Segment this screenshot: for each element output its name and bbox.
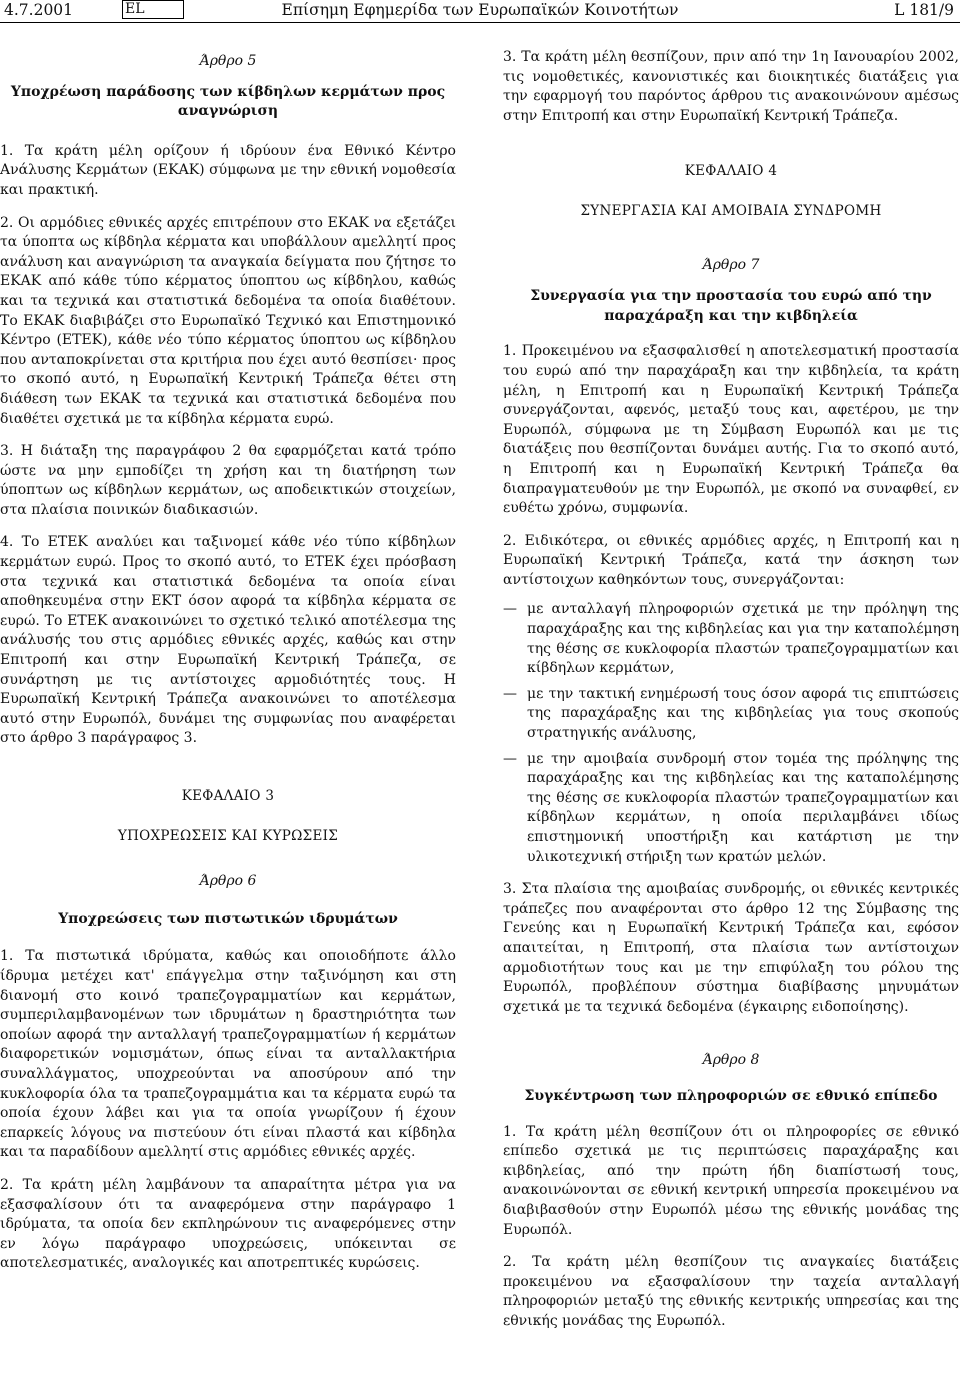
dash-bullet: — [503,601,517,618]
chapter-3-title: ΥΠΟΧΡΕΩΣΕΙΣ ΚΑΙ ΚΥΡΩΣΕΙΣ [117,827,339,844]
journal-title: Επίσημη Εφημερίδα των Ευρωπαϊκών Κοινοτήτων [281,1,679,19]
language-code: EL [122,0,184,19]
article-5-heading: Άρθρο 5 [199,53,257,69]
article-5-paragraph-2: 2. Οι αρμόδιες εθνικές αρχές επιτρέπουν στο ΕΚΑΚ να εξετάζει τα ύποπτα ως κίβδηλα κέρματα και υποβάλλουν αμελλητί προς ανάλυση και αναγνώριση τα αναγκαία δείγματα που ζήτησε το ΕΚΑΚ από κάθε τύπο κέρματος ύποπτου ως κίβδηλου, καθώς και τα τεχνικά και στατιστικά δεδομένα τα οποία διαθέτουν. Το ΕΚΑΚ διαβιβάζει στο Ευρωπαϊκό Τεχνικό και Επιστημονικό Κέντρο (ΕΤΕΚ), κάθε νέο τύπο κέρματος ύποπτου ως κίβδηλου που ανταποκρίνεται στα κριτήρια που έχει αυτό θεσπίσει· προς το σκοπό αυτό, η Ευρωπαϊκή Κεντρική Τράπεζα θέτει στη διάθεση των ΕΚΑΚ τα τεχνικά και στατιστικά δεδομένα που διαθέτει σχετικά με τα κίβδηλα κέρματα ευρώ. [0,214,456,427]
article-5-paragraph-1: 1. Τα κράτη μέλη ορίζουν ή ιδρύουν ένα Εθνικό Κέντρο Ανάλυσης Κερμάτων (ΕΚΑΚ) σύμφωνα με την εθνική νομοθεσία και πρακτική. [0,142,456,198]
article-6-paragraph-3: 3. Τα κράτη μέλη θεσπίζουν, πριν από την 1η Ιανουαρίου 2002, τις νομοθετικές, κανονιστικές και διοικητικές διατάξεις για την εφαρμογή του παρόντος άρθρου τις ανακοινώνουν αμέσως στην Επιτροπή και στην Ευρωπαϊκή Κεντρική Τράπεζα. [503,49,959,124]
list-item [503,685,959,744]
list-item-text: με την αμοιβαία συνδρομή στον τομέα της πρόληψης της παραχάραξης και της κιβδηλείας και της καταπολέμησης της θέσης σε κυκλοφορία πλαστών τραπεζογραμματίων και κίβδηλων κερμάτων, η οποία περιλαμβάνει ιδίως επιστημονική υποστήριξη και κατάρτιση με την υλικοτεχνική στήριξη των κρατών μελών. [527,750,959,865]
article-8-heading: Άρθρο 8 [702,1052,760,1069]
publication-date: 4.7.2001 [4,1,74,19]
list-item [503,600,959,678]
cooperation-list [503,600,959,867]
article-5-paragraph-3: 3. Η διάταξη της παραγράφου 2 θα εφαρμόζεται κατά τρόπο ώστε να μην εμποδίζει τη χρήση και τη διατήρηση των ύποπτων ως κίβδηλων κερμάτων, ως αποδεικτικών στοιχείων, στα πλαίσια ποινικών διαδικασιών. [0,443,456,518]
article-8-title: Συγκέντρωση των πληροφοριών σε εθνικό επίπεδο [524,1087,938,1104]
article-6-title: Υποχρεώσεις των πιστωτικών ιδρυμάτων [58,910,398,927]
article-7-paragraph-1: 1. Προκειμένου να εξασφαλισθεί η αποτελεσματική προστασία του ευρώ από την παραχάραξη και την κιβδηλεία, τα κράτη μέλη, η Επιτροπή και η Ευρωπαϊκή Κεντρική Τράπεζα συνεργάζονται, αφενός, μεταξύ τους και, αφετέρου, με την Ευρωπόλ, σύμφωνα με τη Σύμβαση Ευρωπόλ και με τις διατάξεις που θεσπίζονται δυνάμει αυτής. Για το σκοπό αυτό, η Επιτροπή και η Ευρωπαϊκή Κεντρική Τράπεζα θα διαπραγματευθούν με την Ευρωπόλ, με σκοπό να συναφθεί, εν ευθέτω χρόνω, συμφωνία. [503,343,959,517]
list-item-text: με την τακτική ενημέρωσή τους όσον αφορά τις επιπτώσεις της παραχάραξης και της κιβδηλείας για τους σκοπούς στρατηγικής ανάλυσης, [527,685,959,742]
page-header [0,0,960,23]
article-5-title: Υποχρέωση παράδοσης των κίβδηλων κερμάτων προς αναγνώριση [10,83,446,120]
chapter-4-title: ΣΥΝΕΡΓΑΣΙΑ ΚΑΙ ΑΜΟΙΒΑΙΑ ΣΥΝΔΡΟΜΗ [580,202,882,219]
article-7-paragraph-2: 2. Ειδικότερα, οι εθνικές αρμόδιες αρχές, η Επιτροπή και η Ευρωπαϊκή Κεντρική Τράπεζα, κατά την άσκηση των αντίστοιχων καθηκόντων τους, συνεργάζονται: [503,532,959,588]
article-6-heading: Άρθρο 6 [199,873,257,890]
right-column [503,40,959,1331]
left-column [0,40,456,1274]
dash-bullet: — [503,750,517,767]
chapter-3-heading: ΚΕΦΑΛΑΙΟ 3 [181,788,275,804]
article-5-paragraph-4: 4. Το ΕΤΕΚ αναλύει και ταξινομεί κάθε νέο τύπο κίβδηλων κερμάτων ευρώ. Προς το σκοπό αυτό, το ΕΤΕΚ έχει πρόσβαση στα τεχνικά και στατιστικά δεδομένα τα οποία είναι αποθηκευμένα στην ΕΚΤ όσον αφορά τα κίβδηλα κέρματα σε ευρώ. Το ΕΤΕΚ ανακοινώνει το σχετικό τελικό αποτέλεσμα της ανάλυσής του στις αρμόδιες εθνικές αρχές, καθώς και στην Επιτροπή και στην Ευρωπαϊκή Κεντρική Τράπεζα, σε συνάρτηση με τις αντίστοιχες αρμοδιότητές τους. Η Ευρωπαϊκή Κεντρική Τράπεζα ανακοινώνει το αποτέλεσμα αυτό στην Ευρωπόλ, δυνάμει της συμφωνίας που αναφέρεται στο άρθρο 3 παράγραφος 3. [0,534,456,747]
page-reference: L 181/9 [894,1,954,19]
article-6-paragraph-2: 2. Τα κράτη μέλη λαμβάνουν τα απαραίτητα μέτρα για να εξασφαλίσουν ότι τα αναφερόμενα στην παράγραφο 1 ιδρύματα, τα οποία δεν εκπληρώνουν τις αναφερόμενες στην εν λόγω παράγραφο υποχρεώσεις, υπόκεινται σε αποτελεσματικές, αναλογικές και αποτρεπτικές κυρώσεις. [0,1176,456,1272]
list-item [503,750,959,868]
chapter-4-heading: ΚΕΦΑΛΑΙΟ 4 [684,163,778,180]
article-8-paragraph-1: 1. Τα κράτη μέλη θεσπίζουν ότι οι πληροφορίες σε εθνικό επίπεδο σχετικά με τις περιπτώσεις παραχάραξης και κιβδηλείας, από την πρώτη ήδη διαπίστωσή τους, ανακοινώνονται σε εθνική κεντρική υπηρεσία προκειμένου να διαβιβασθούν στην Ευρωπόλ μέσω της εθνικής μονάδας της Ευρωπόλ. [503,1123,959,1238]
article-6-paragraph-1: 1. Τα πιστωτικά ιδρύματα, καθώς και οποιοδήποτε άλλο ίδρυμα μετέχει κατ' επάγγελμα στην ταξινόμηση και στη διανομή στο κοινό τραπεζογραμματίων και κερμάτων, συμπεριλαμβανομένων των ιδρυμάτων η δραστηριότητα των οποίων αφορά την ανταλλαγή τραπεζογραμματίων ή κερμάτων διαφορετικών νομισμάτων, όπως είναι τα ανταλλακτήρια συναλλάγματος, υποχρεούνται να αποσύρουν από την κυκλοφορία όλα τα τραπεζογραμμάτια και τα κέρματα ευρώ τα οποία έχουν λάβει και για τα οποία γνωρίζουν ή έχουν επαρκείς λόγους να πιστεύουν ότι είναι πλαστά και κίβδηλα και τα παραδίδουν αμελλητί στις αρμόδιες εθνικές αρχές. [0,948,456,1161]
dash-bullet: — [503,685,517,702]
article-8-paragraph-2: 2. Τα κράτη μέλη θεσπίζουν τις αναγκαίες διατάξεις προκειμένου να εξασφαλίσουν την ταχεία ανταλλαγή πληροφοριών μεταξύ της εθνικής κεντρικής υπηρεσίας και της εθνικής μονάδας της Ευρωπόλ. [503,1254,959,1329]
article-7-title: Συνεργασία για την προστασία του ευρώ από την παραχάραξη και την κιβδηλεία [530,288,932,324]
article-7-heading: Άρθρο 7 [702,256,760,273]
list-item-text: με ανταλλαγή πληροφοριών σχετικά με την πρόληψη της παραχάραξης και της κιβδηλείας και για την καταπολέμηση της θέσης σε κυκλοφορία πλαστών τραπεζογραμματίων και κίβδηλων κερμάτων, [527,601,959,677]
article-7-paragraph-3: 3. Στα πλαίσια της αμοιβαίας συνδρομής, οι εθνικές κεντρικές τράπεζες που αναφέρονται στο άρθρο 12 της Σύμβασης της Γενεύης και η Ευρωπαϊκή Κεντρική Τράπεζα και, εφόσον απαιτείται, η Επιτροπή, στα πλαίσια των αντίστοιχων αρμοδιοτήτων τους και με την επιφύλαξη του ρόλου της Ευρωπόλ, προβλέπουν σύστημα διαβίβασης μηνυμάτων σχετικά με τα τεχνικά δεδομένα (έγκαιρης ειδοποίησης). [503,881,959,1015]
